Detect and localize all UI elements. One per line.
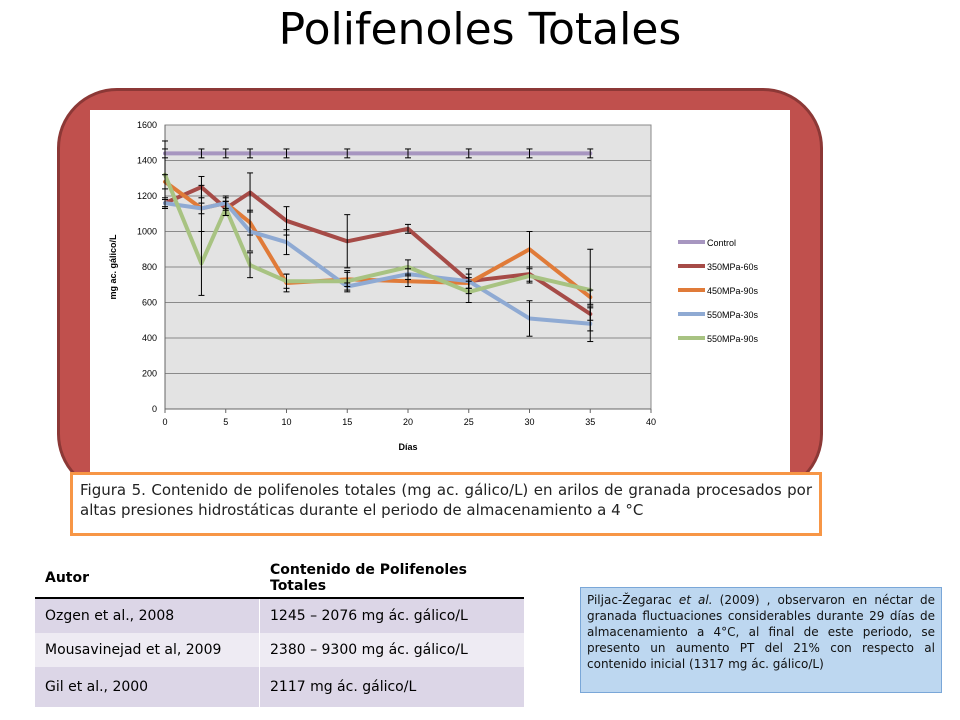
note-text-end: (2009) , observaron en néctar de granada fluctuaciones considerables durante 29 días de almacenamiento a 4°C, al final de este periodo, se presento un aumento PT del 21% con respecto al contenido inicial (1317 mg ác. gálico/L) xyxy=(587,593,936,671)
x-tick-label: 35 xyxy=(585,417,596,427)
x-axis-title: Días xyxy=(398,442,418,452)
x-tick-label: 40 xyxy=(645,417,657,427)
header-autor: Autor xyxy=(35,559,260,598)
table-row xyxy=(35,598,524,633)
title-part1: Polifenoles xyxy=(278,4,515,55)
x-tick-label: 30 xyxy=(524,417,535,427)
legend-label: 450MPa-90s xyxy=(707,286,759,296)
title-part2: Totales xyxy=(528,4,682,55)
legend-label: 350MPa-60s xyxy=(707,262,759,272)
note-text-start: Piljac-Žegarac xyxy=(587,593,679,607)
reference-note xyxy=(580,587,942,693)
x-tick-label: 25 xyxy=(463,417,474,427)
table-row xyxy=(35,667,524,707)
x-tick-label: 15 xyxy=(342,417,353,427)
x-tick-label: 0 xyxy=(162,417,168,427)
y-tick-label: 1200 xyxy=(136,191,157,201)
y-tick-label: 800 xyxy=(141,262,157,272)
y-axis-title: mg ac. gálico/L xyxy=(108,234,118,300)
y-tick-label: 1400 xyxy=(136,155,157,166)
x-tick-label: 5 xyxy=(223,417,229,427)
legend xyxy=(678,238,759,344)
table-row xyxy=(35,633,524,667)
cell-autor: Gil et al., 2000 xyxy=(35,667,260,707)
cell-contenido: 2380 – 9300 mg ác. gálico/L xyxy=(260,633,525,667)
polyphenol-line-chart xyxy=(90,110,790,488)
cell-autor: Ozgen et al., 2008 xyxy=(35,598,260,633)
header-contenido: Contenido de Polifenoles Totales xyxy=(260,559,525,598)
y-tick-label: 1000 xyxy=(136,226,157,237)
page-title xyxy=(0,4,960,55)
table-header-row xyxy=(35,559,524,598)
chart-area xyxy=(90,110,790,488)
y-tick-label: 400 xyxy=(141,333,157,343)
note-text-italic: et al. xyxy=(678,593,713,607)
cell-contenido: 2117 mg ác. gálico/L xyxy=(260,667,525,707)
legend-label: Control xyxy=(707,238,737,248)
figure-caption: Figura 5. Contenido de polifenoles totales (mg ac. gálico/L) en arilos de granada procesados por altas presiones hidrostáticas durante el periodo de almacenamiento a 4 °C xyxy=(70,472,822,536)
y-tick-label: 200 xyxy=(141,368,157,379)
y-tick-label: 1600 xyxy=(136,120,157,130)
legend-label: 550MPa-30s xyxy=(707,310,759,320)
legend-label: 550MPa-90s xyxy=(707,334,759,344)
y-tick-label: 600 xyxy=(141,297,157,308)
x-tick-label: 10 xyxy=(281,417,292,427)
authors-table xyxy=(35,559,524,707)
y-tick-label: 0 xyxy=(151,404,157,414)
x-tick-label: 20 xyxy=(402,417,414,427)
cell-autor: Mousavinejad et al, 2009 xyxy=(35,633,260,667)
cell-contenido: 1245 – 2076 mg ác. gálico/L xyxy=(260,598,525,633)
